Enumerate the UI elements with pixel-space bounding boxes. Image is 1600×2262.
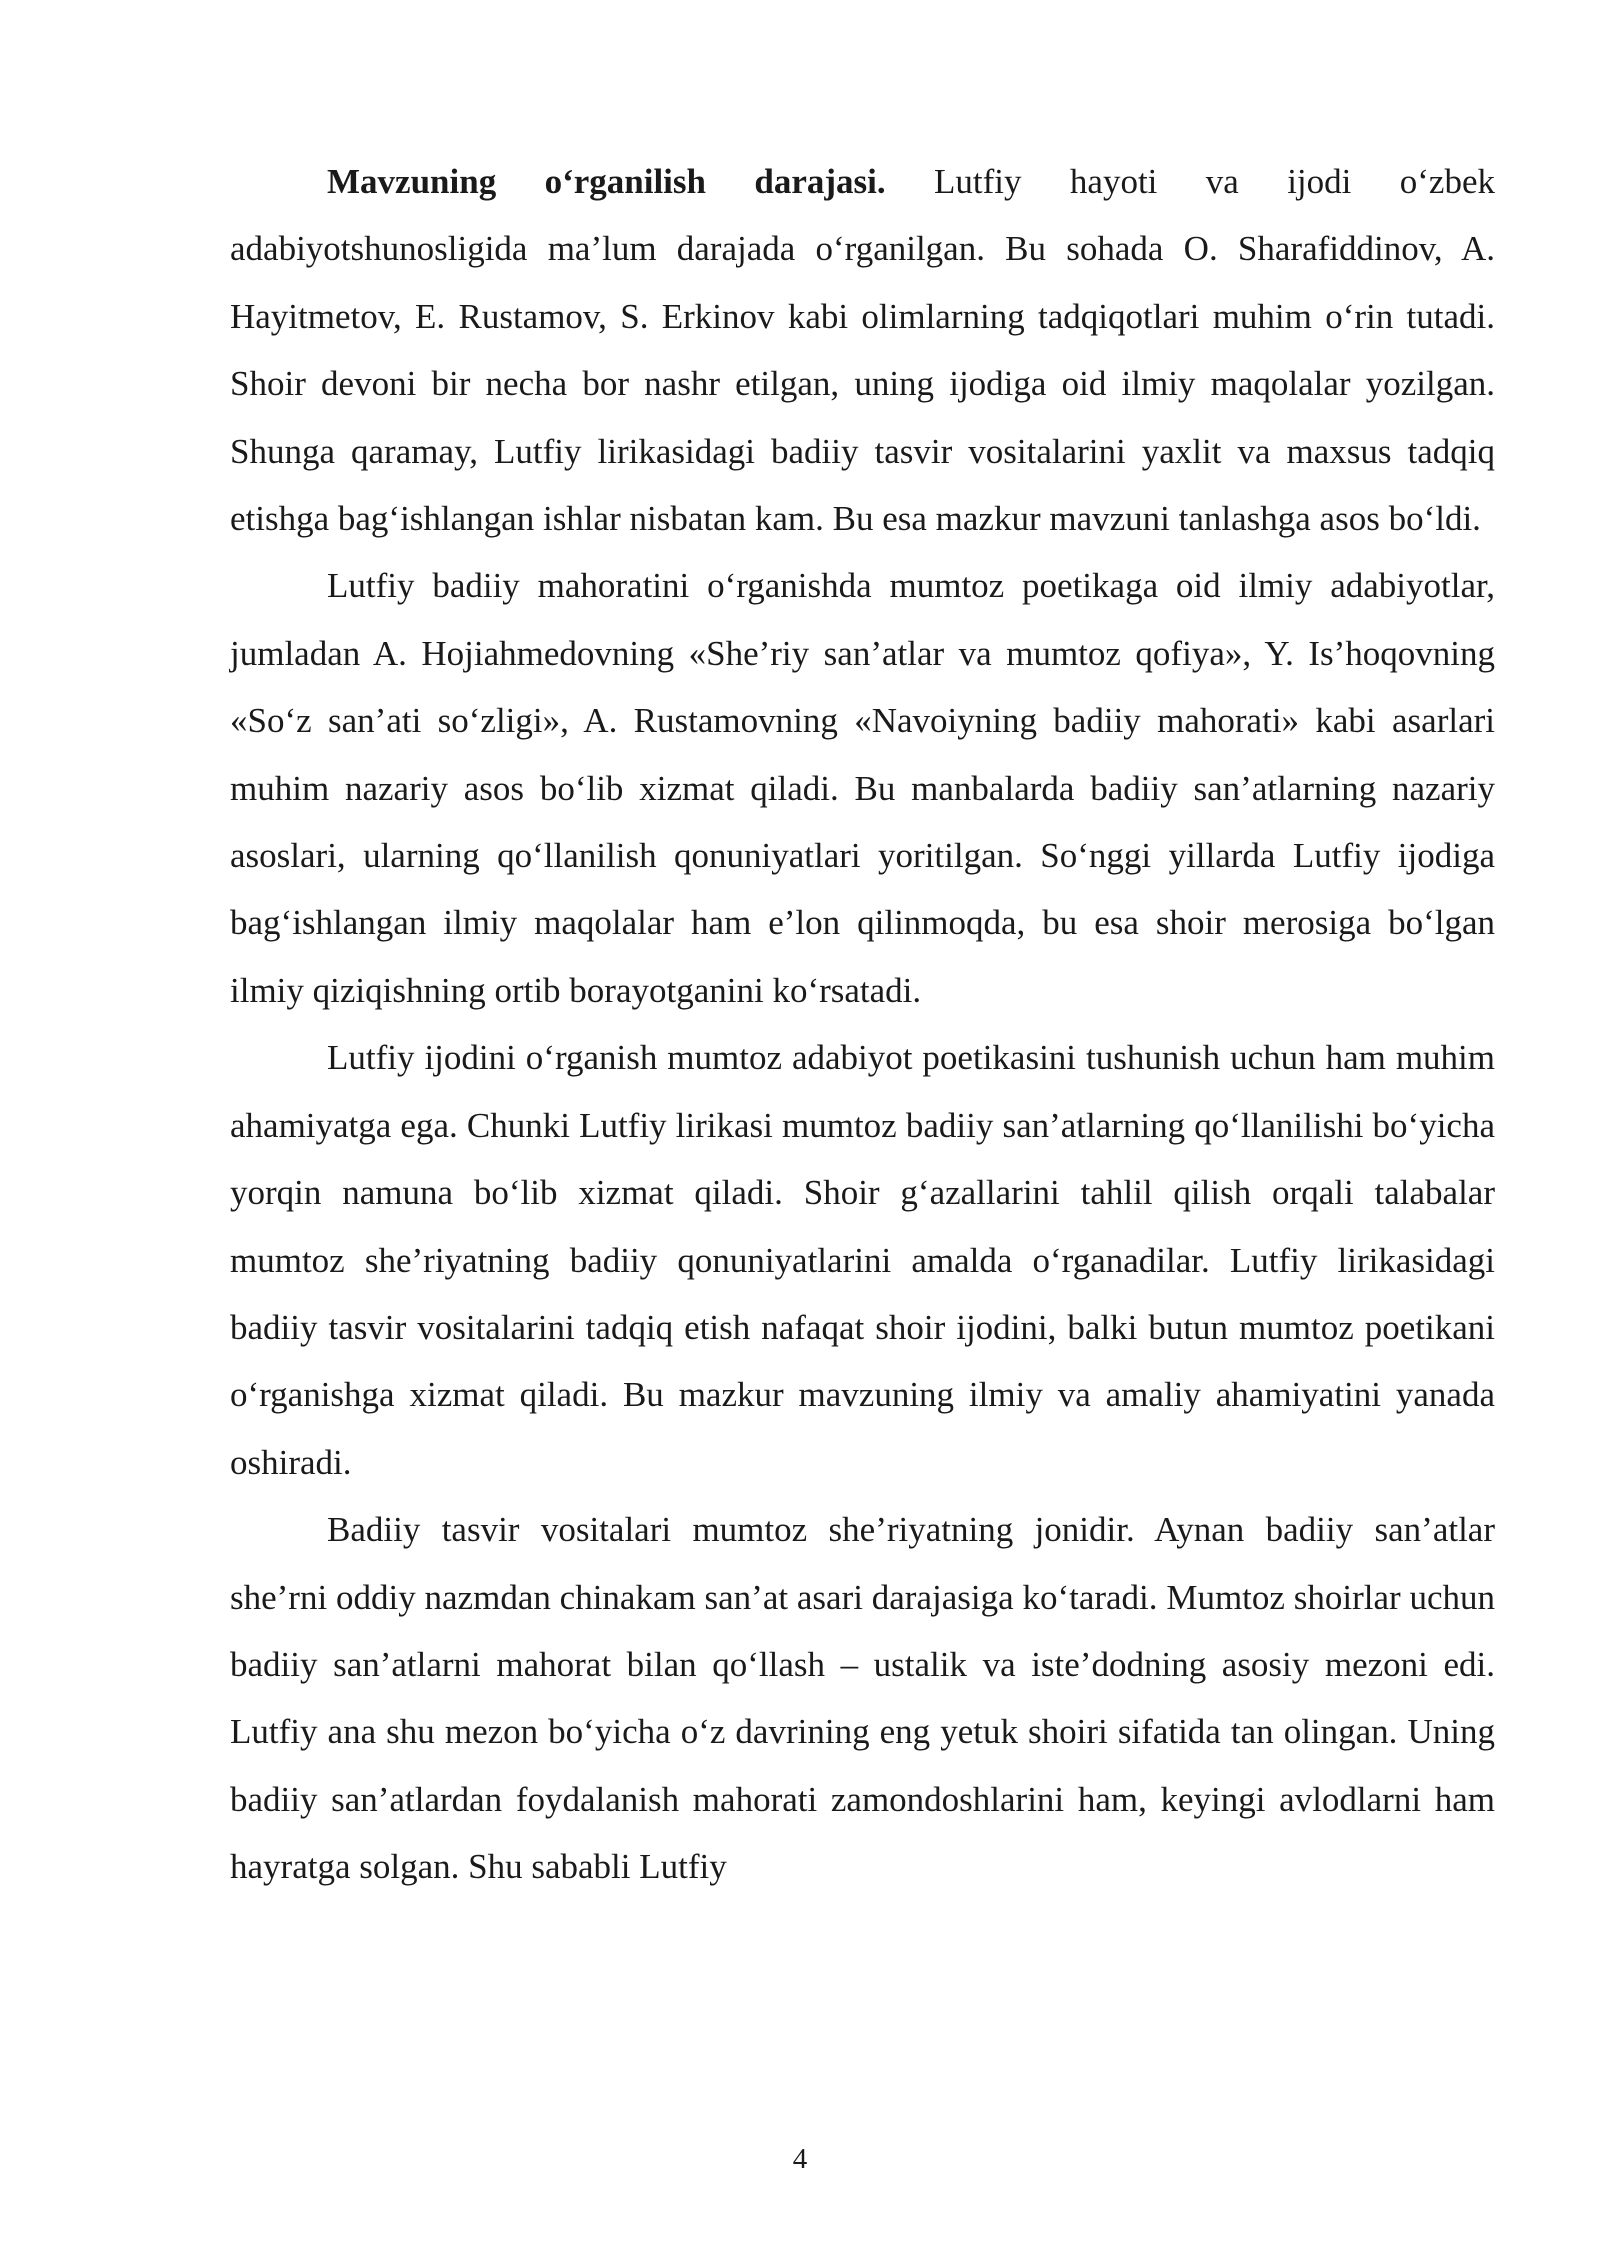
page-number: 4 bbox=[792, 2143, 808, 2175]
paragraph-1-text: Lutfiy hayoti va ijodi o‘zbek adabiyotshunosligida ma’lum darajada o‘rganilgan. Bu sohada O. Sharafiddinov, A. Hayitmetov, E. Rustamov, S. Erkinov kabi olimlarning tadqiqotlari muhim o‘rin tutadi. Shoir devoni bir necha bor nashr etilgan, uning ijodiga oid ilmiy maqolalar yozilgan. Shunga qaramay, Lutfiy lirikasidagi badiiy tasvir vositalarini yaxlit va maxsus tadqiq etishga bag‘ishlangan ishlar nisbatan kam. Bu esa mazkur mavzuni tanlashga asos bo‘ldi. bbox=[230, 162, 1495, 539]
paragraph-1 bbox=[230, 148, 1495, 552]
paragraph-3: Lutfiy ijodini o‘rganish mumtoz adabiyot poetikasini tushunish uchun ham muhim ahamiyatga ega. Chunki Lutfiy lirikasi mumtoz badiiy san’atlarning qo‘llanilishi bo‘yicha yorqin namuna bo‘lib xizmat qiladi. Shoir g‘azallarini tahlil qilish orqali talabalar mumtoz she’riyatning badiiy qonuniyatlarini amalda o‘rganadilar. Lutfiy lirikasidagi badiiy tasvir vositalarini tadqiq etish nafaqat shoir ijodini, balki butun mumtoz poetikani o‘rganishga xizmat qiladi. Bu mazkur mavzuning ilmiy va amaliy ahamiyatini yanada oshiradi. bbox=[230, 1038, 1495, 1482]
body-text bbox=[230, 148, 1495, 1901]
paragraph-4: Badiiy tasvir vositalari mumtoz she’riyatning jonidir. Aynan badiiy san’atlar she’rni oddiy nazmdan chinakam san’at asari darajasiga ko‘taradi. Mumtoz shoirlar uchun badiiy san’atlarni mahorat bilan qo‘llash – ustalik va iste’dodning asosiy mezoni edi. Lutfiy ana shu mezon bo‘yicha o‘z davrining eng yetuk shoiri sifatida tan olingan. Uning badiiy san’atlardan foydalanish mahorati zamondoshlarini ham, keyingi avlodlarni ham hayratga solgan. Shu sababli Lutfiy bbox=[230, 1510, 1495, 1887]
paragraph-2: Lutfiy badiiy mahoratini o‘rganishda mumtoz poetikaga oid ilmiy adabiyotlar, jumladan A. Hojiahmedovning «She’riy san’atlar va mumtoz qofiya», Y. Is’hoqovning «So‘z san’ati so‘zligi», A. Rustamovning «Navoiyning badiiy mahorati» kabi asarlari muhim nazariy asos bo‘lib xizmat qiladi. Bu manbalarda badiiy san’atlarning nazariy asoslari, ularning qo‘llanilish qonuniyatlari yoritilgan. So‘nggi yillarda Lutfiy ijodiga bag‘ishlangan ilmiy maqolalar ham e’lon qilinmoqda, bu esa shoir merosiga bo‘lgan ilmiy qiziqishning ortib borayotganini ko‘rsatadi. bbox=[230, 566, 1495, 1010]
section-heading: Mavzuning o‘rganilish darajasi. bbox=[327, 162, 886, 201]
